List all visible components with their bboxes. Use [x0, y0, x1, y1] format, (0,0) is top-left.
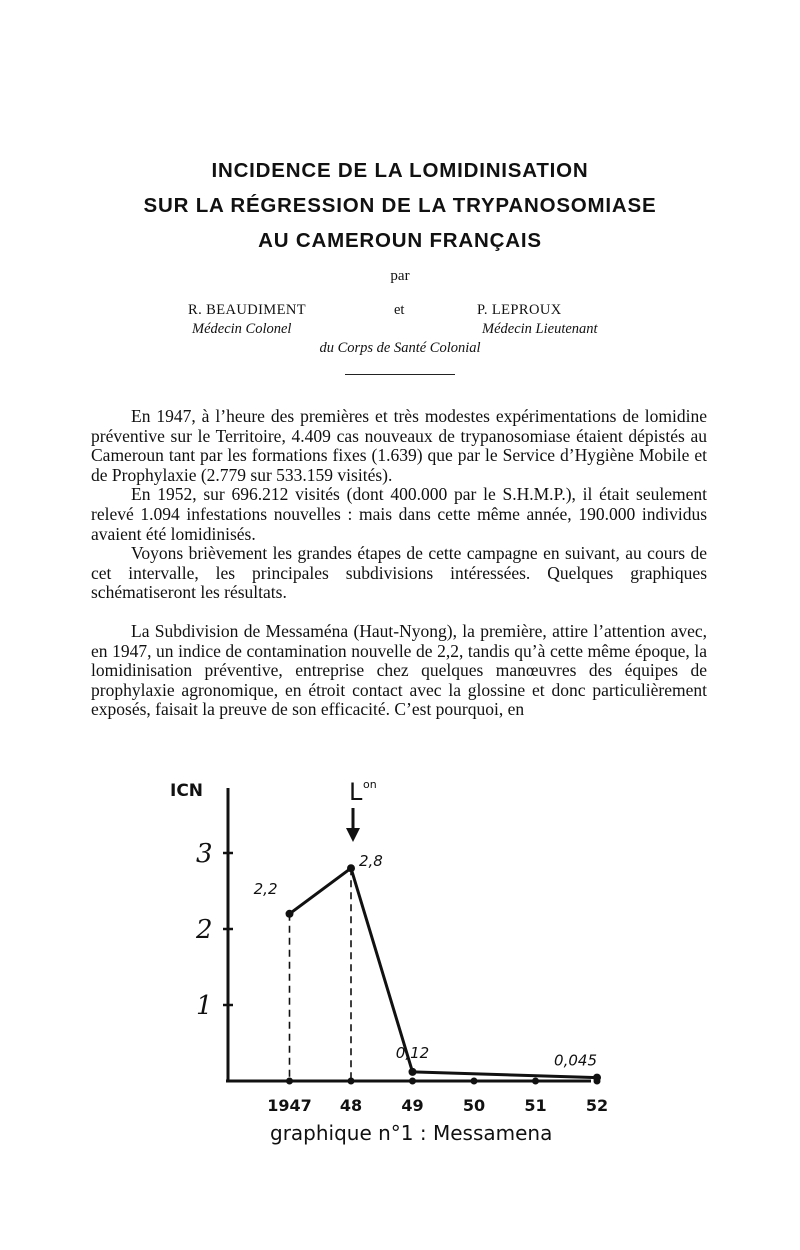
x-tick-mark-49: [409, 1078, 416, 1085]
x-tick-label-50: 50: [462, 1096, 486, 1115]
paragraph-2: En 1952, sur 696.212 visités (dont 400.000 par le S.H.M.P.), il était seulement relevé 1.094 infestations nouvelles : mais dans cette même année, 190.000 individus avaient été lomidinisés.: [91, 484, 707, 544]
data-point-1947: [286, 910, 294, 918]
title-divider: [345, 374, 455, 375]
data-label-1949: 0,12: [395, 1043, 430, 1062]
data-point-1948: [347, 864, 355, 872]
title-line-3: AU CAMEROUN FRANÇAIS: [258, 229, 542, 252]
y-axis-label: ICN: [170, 781, 204, 801]
x-tick-label-48: 48: [339, 1096, 363, 1115]
paragraph-1: En 1947, à l’heure des premières et très modestes expérimentations de lomidine préventive sur le Territoire, 4.409 cas nouveaux de trypanosomiase étaient dépistés au Cameroun tant par les formations fixes (1.639) que par le Service d’Hygiène Mobile et de Prophylaxie (2.779 sur 533.159 visités).: [91, 406, 707, 485]
annotation-arrow-head: [346, 828, 360, 842]
x-tick-label-1947: 1947: [267, 1096, 312, 1115]
annotation-lomidine-label: L: [349, 778, 363, 806]
author2-name: P. LEPROUX: [477, 302, 562, 318]
y-tick-label-3: 3: [196, 839, 213, 869]
paragraph-4: La Subdivision de Messaména (Haut-Nyong), la première, attire l’attention avec, en 1947, un indice de contamination nouvelle de 2,2, tandis qu’à cette même époque, la lomidinisation préventive, entreprise chez quelques manœuvres des équipes de prophylaxie agronomique, en étroit contact avec la glossine et donc particulièrement exposés, faisait la preuve de son efficacité. C’est pourquoi, en: [91, 620, 707, 720]
data-point-1949: [409, 1068, 417, 1076]
data-point-1952: [593, 1074, 601, 1082]
icn-line-chart: [150, 770, 670, 1170]
annotation-lomidine-superscript: on: [363, 778, 377, 791]
author2-role: Médecin Lieutenant: [482, 321, 598, 337]
byline-conjunction: et: [394, 302, 405, 318]
series-line-icn: [290, 868, 598, 1077]
author1-role: Médecin Colonel: [192, 321, 292, 337]
title-line-1: INCIDENCE DE LA LOMIDINISATION: [211, 159, 589, 182]
chart-caption: graphique n°1 : Messamena: [270, 1121, 553, 1145]
x-tick-label-49: 49: [401, 1096, 424, 1115]
paragraph-3: Voyons brièvement les grandes étapes de cette campagne en suivant, au cours de cet intervalle, les principales subdivisions intéressées. Quelques graphiques schématiseront les résultats.: [91, 543, 707, 603]
byline-corps: du Corps de Santé Colonial: [319, 340, 481, 356]
article-title: [0, 153, 800, 258]
x-tick-label-51: 51: [524, 1096, 547, 1115]
data-label-1952: 0,045: [554, 1051, 597, 1070]
x-tick-mark-51: [532, 1078, 539, 1085]
byline-par: par: [390, 268, 410, 284]
y-tick-label-1: 1: [196, 991, 213, 1021]
y-tick-label-2: 2: [196, 915, 213, 945]
data-label-1947: 2,2: [253, 879, 278, 898]
x-tick-mark-50: [471, 1078, 478, 1085]
figure-graphique-1: [150, 770, 670, 1170]
title-line-2: SUR LA RÉGRESSION DE LA TRYPANOSOMIASE: [143, 194, 657, 217]
article-body: [91, 407, 707, 720]
author1-name: R. BEAUDIMENT: [188, 302, 306, 318]
data-label-1948: 2,8: [359, 852, 383, 871]
x-tick-label-52: 52: [585, 1096, 609, 1115]
